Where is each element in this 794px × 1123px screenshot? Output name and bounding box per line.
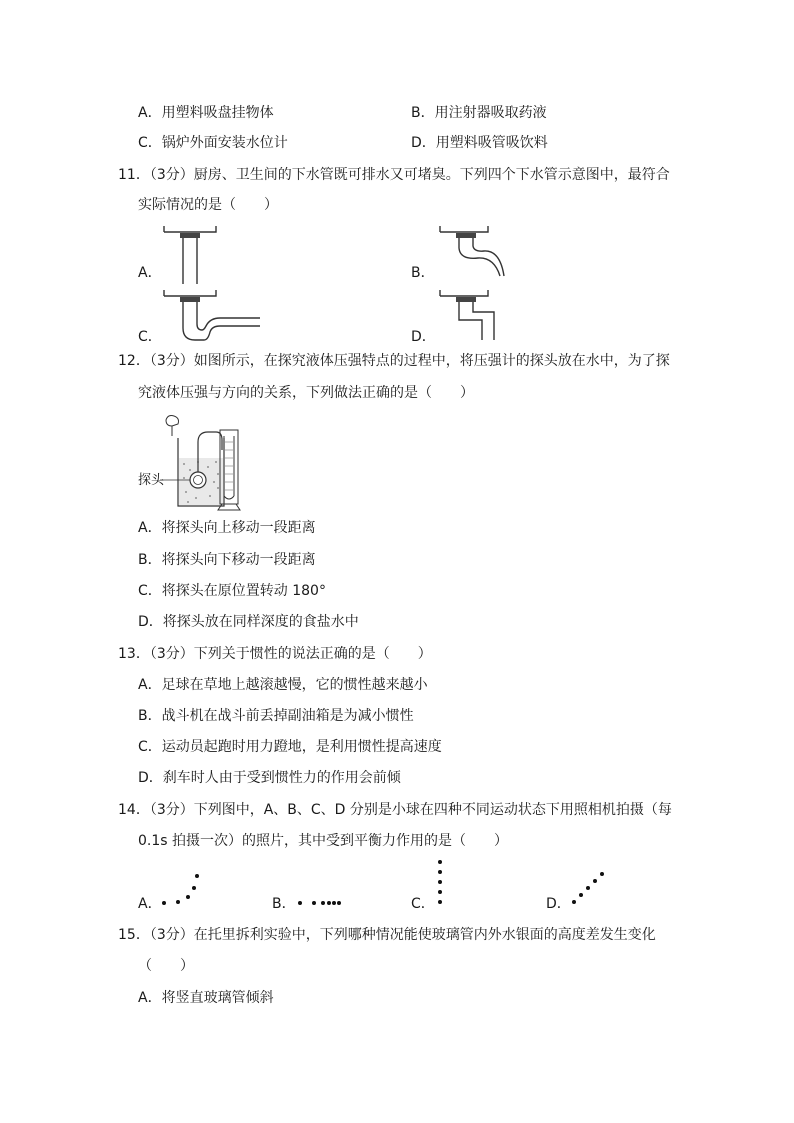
q14-label-a: A．	[138, 896, 162, 912]
q11-label-a: A．	[138, 265, 162, 281]
q10-option-c: C．锅炉外面安装水位计	[138, 135, 288, 151]
q15-stem-line2: （ ）	[138, 958, 194, 974]
q14-figure-b-dots-decelerating	[294, 896, 344, 910]
q14-figure-d-dots-straight-diagonal	[568, 868, 608, 908]
q11-figure-b-curved-pipe	[438, 224, 508, 280]
q14-figure-a-dots-curving-up	[158, 868, 208, 908]
q10-option-d: D．用塑料吸管吸饮料	[411, 135, 548, 151]
q10-option-b: B．用注射器吸取药液	[411, 105, 547, 121]
q11-stem-line2: 实际情况的是（ ）	[138, 197, 278, 213]
q14-label-c: C．	[411, 896, 435, 912]
q13-option-d: D．刹车时人由于受到惯性力的作用会前倾	[138, 770, 401, 786]
q12-option-c: C．将探头在原位置转动 180°	[138, 583, 326, 599]
q14-stem-line1: 14．（3分）下列图中，A、B、C、D 分别是小球在四种不同运动状态下用照相机拍摄（每	[118, 802, 672, 818]
q12-option-d: D．将探头放在同样深度的食盐水中	[138, 614, 359, 630]
q12-stem-line1: 12．（3分）如图所示，在探究液体压强特点的过程中，将压强计的探头放在水中，为了探	[118, 353, 670, 369]
q12-option-a: A．将探头向上移动一段距离	[138, 520, 316, 536]
q12-figure-pressure-gauge	[138, 412, 248, 512]
q14-stem-line2: 0.1s 拍摄一次）的照片，其中受到平衡力作用的是（ ）	[138, 833, 509, 849]
q11-figure-a-straight-pipe	[160, 224, 220, 286]
q13-option-b: B．战斗机在战斗前丢掉副油箱是为减小惯性	[138, 708, 414, 724]
q11-stem-line1: 11．（3分）厨房、卫生间的下水管既可排水又可堵臭。下列四个下水管示意图中，最符合	[118, 167, 670, 183]
q13-stem: 13．（3分）下列关于惯性的说法正确的是（ ）	[118, 646, 432, 662]
q11-label-c: C．	[138, 329, 162, 345]
q15-option-a: A．将竖直玻璃管倾斜	[138, 990, 274, 1006]
q14-label-d: D．	[546, 896, 571, 912]
q11-label-d: D．	[411, 329, 436, 345]
q11-figure-d-bent-pipe	[438, 288, 500, 342]
q14-label-b: B．	[272, 896, 296, 912]
q10-option-a: A．用塑料吸盘挂物体	[138, 105, 274, 121]
q12-figure-label-probe: 探头	[138, 473, 165, 488]
q15-stem-line1: 15．（3分）在托里拆利实验中，下列哪种情况能使玻璃管内外水银面的高度差发生变化	[118, 927, 656, 943]
q11-label-b: B．	[411, 265, 435, 281]
q11-figure-c-u-trap-pipe	[160, 288, 262, 344]
q12-option-b: B．将探头向下移动一段距离	[138, 552, 316, 568]
q12-stem-line2: 究液体压强与方向的关系，下列做法正确的是（ ）	[138, 385, 474, 401]
q14-figure-c-dots-vertical	[433, 858, 447, 910]
q13-option-a: A．足球在草地上越滚越慢，它的惯性越来越小	[138, 677, 428, 693]
q13-option-c: C．运动员起跑时用力蹬地，是利用惯性提高速度	[138, 739, 442, 755]
